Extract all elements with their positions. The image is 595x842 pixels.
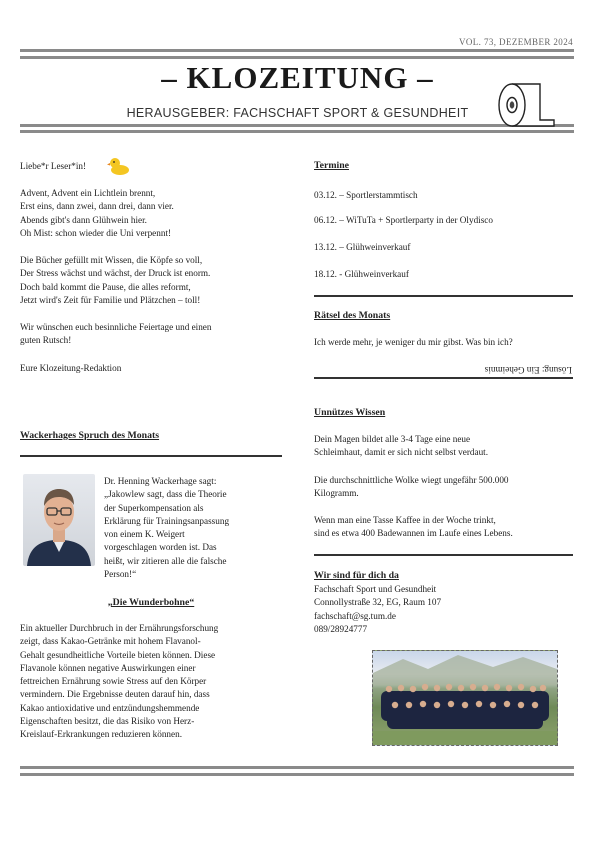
article-line: vermindern. Die Ergebnisse deuten darauf hin, dass xyxy=(20,689,210,700)
contact-email[interactable]: fachschaft@sg.tum.de xyxy=(314,610,396,621)
volume-label: VOL. 73, DEZEMBER 2024 xyxy=(458,37,573,47)
quote-line: Dr. Henning Wackerhage sagt: xyxy=(104,476,217,486)
termin-item: 13.12. – Glühweinverkauf xyxy=(314,242,411,252)
wackerhage-portrait xyxy=(23,474,95,566)
holiday-wishes xyxy=(20,321,290,348)
raetsel-answer-upside-down: Lösung: Ein Geheimnis xyxy=(484,365,572,375)
raetsel-question: Ich werde mehr, je weniger du mir gibst. Was bin ich? xyxy=(314,337,513,347)
spruch-heading: Wackerhages Spruch des Monats xyxy=(20,430,160,441)
contact-line: Connollystraße 32, EG, Raum 107 xyxy=(314,597,442,608)
fact-line: Dein Magen bildet alle 3-4 Tage eine neue xyxy=(314,434,471,444)
spruch-quote xyxy=(104,475,284,581)
quote-line: vorgeschlagen worden ist. Das xyxy=(104,542,217,553)
quote-line: der Superkompensation als xyxy=(104,502,204,513)
wissen-fact xyxy=(314,514,576,541)
contact-phone: 089/28924777 xyxy=(314,623,368,634)
poem-stanza-1 xyxy=(20,187,290,240)
fact-line: Die durchschnittliche Wolke wiegt ungefähr 500.000 xyxy=(314,475,509,485)
contact-heading: Wir sind für dich da xyxy=(314,570,399,581)
greeting-salutation: Liebe*r Leser*in! xyxy=(20,161,87,171)
article-line: Kreislauf-Erkrankungen reduzieren können. xyxy=(20,729,182,740)
fact-line: Wenn man eine Tasse Kaffee in der Woche trinkt, xyxy=(314,515,496,525)
toilet-paper-icon xyxy=(496,78,558,130)
wissen-divider xyxy=(314,554,573,556)
raetsel-divider xyxy=(314,377,573,379)
newspaper-title: – KLOZEITUNG – xyxy=(161,60,434,95)
contact-line: Fachschaft Sport und Gesundheit xyxy=(314,584,437,594)
header-rule-bottom-1 xyxy=(20,124,574,127)
wishes-line: guten Rutsch! xyxy=(20,335,72,346)
article-heading: „Die Wunderbohne“ xyxy=(107,597,195,608)
duck-icon xyxy=(107,156,131,176)
poem-line: Die Bücher gefüllt mit Wissen, die Köpfe so voll, xyxy=(20,255,203,265)
poem-line: Der Stress wächst und wächst, der Druck ist enorm. xyxy=(20,268,211,279)
article-line: Ein aktueller Durchbruch in der Ernährungsforschung xyxy=(20,623,219,633)
header-rule-bottom-2 xyxy=(20,130,574,133)
fact-line: sind es etwa 400 Badewannen im Laufe eines Lebens. xyxy=(314,528,513,539)
poem-line: Abends gibt's dann Glühwein hier. xyxy=(20,214,147,225)
termin-item: 06.12. – WiTuTa + Sportlerparty in der Olydisco xyxy=(314,215,493,225)
article-line: Flavanole können negative Auswirkungen einer xyxy=(20,662,196,673)
termine-divider xyxy=(314,295,573,297)
article-body xyxy=(20,622,288,742)
termine-heading: Termine xyxy=(314,160,350,171)
editorial-signature: Eure Klozeitung-Redaktion xyxy=(20,363,122,373)
poem-line: Oh Mist: schon wieder die Uni verpennt! xyxy=(20,227,172,238)
quote-line: Person!“ xyxy=(104,569,137,580)
fact-line: Kilogramm. xyxy=(314,488,359,499)
footer-rule-2 xyxy=(20,773,574,776)
header-rule-top-2 xyxy=(20,56,574,59)
poem-stanza-2 xyxy=(20,254,290,307)
poem-line: Doch bald kommt die Pause, die alles reformt, xyxy=(20,281,191,292)
wishes-line: Wir wünschen euch besinnliche Feiertage und einen xyxy=(20,322,212,332)
poem-line: Jetzt wird's Zeit für Familie und Plätzchen – toll! xyxy=(20,294,201,305)
article-line: fettreichen Ernährung sowie Stress auf den Körper xyxy=(20,676,207,687)
poem-line: Advent, Advent ein Lichtlein brennt, xyxy=(20,188,156,198)
fact-line: Schleimhaut, damit er sich nicht selbst verdaut. xyxy=(314,447,489,458)
quote-line: heißt, wir zitieren alle die falsche xyxy=(104,555,227,566)
wissen-heading: Unnützes Wissen xyxy=(314,407,386,418)
article-line: Eigenschaften besitzt, die das Risiko von Herz- xyxy=(20,716,195,727)
footer-rule-1 xyxy=(20,766,574,769)
termin-item: 18.12. - Glühweinverkauf xyxy=(314,269,409,279)
article-line: zeigt, dass Kakao-Getränke mit hohem Flavanol- xyxy=(20,636,201,647)
article-line: Kakao antioxidative und entzündungshemmende xyxy=(20,702,200,713)
contact-block xyxy=(314,583,576,636)
quote-line: Erklärung für Trainingsanpassung xyxy=(104,515,230,526)
raetsel-heading: Rätsel des Monats xyxy=(314,310,391,321)
quote-line: „Jakowlew sagt, dass die Theorie xyxy=(104,489,227,500)
article-line: Gehalt gesundheitliche Vorteile bieten können. Diese xyxy=(20,649,216,660)
publisher-line: HERAUSGEBER: FACHSCHAFT SPORT & GESUNDHEIT xyxy=(126,106,469,120)
quote-line: von einem K. Weigert xyxy=(104,529,185,540)
wissen-fact xyxy=(314,433,576,460)
team-photo xyxy=(372,650,558,746)
spruch-divider xyxy=(20,455,282,457)
header-rule-top-1 xyxy=(20,49,574,52)
wissen-fact xyxy=(314,474,576,501)
termin-item: 03.12. – Sportlerstammtisch xyxy=(314,190,418,200)
poem-line: Erst eins, dann zwei, dann drei, dann vier. xyxy=(20,201,174,212)
